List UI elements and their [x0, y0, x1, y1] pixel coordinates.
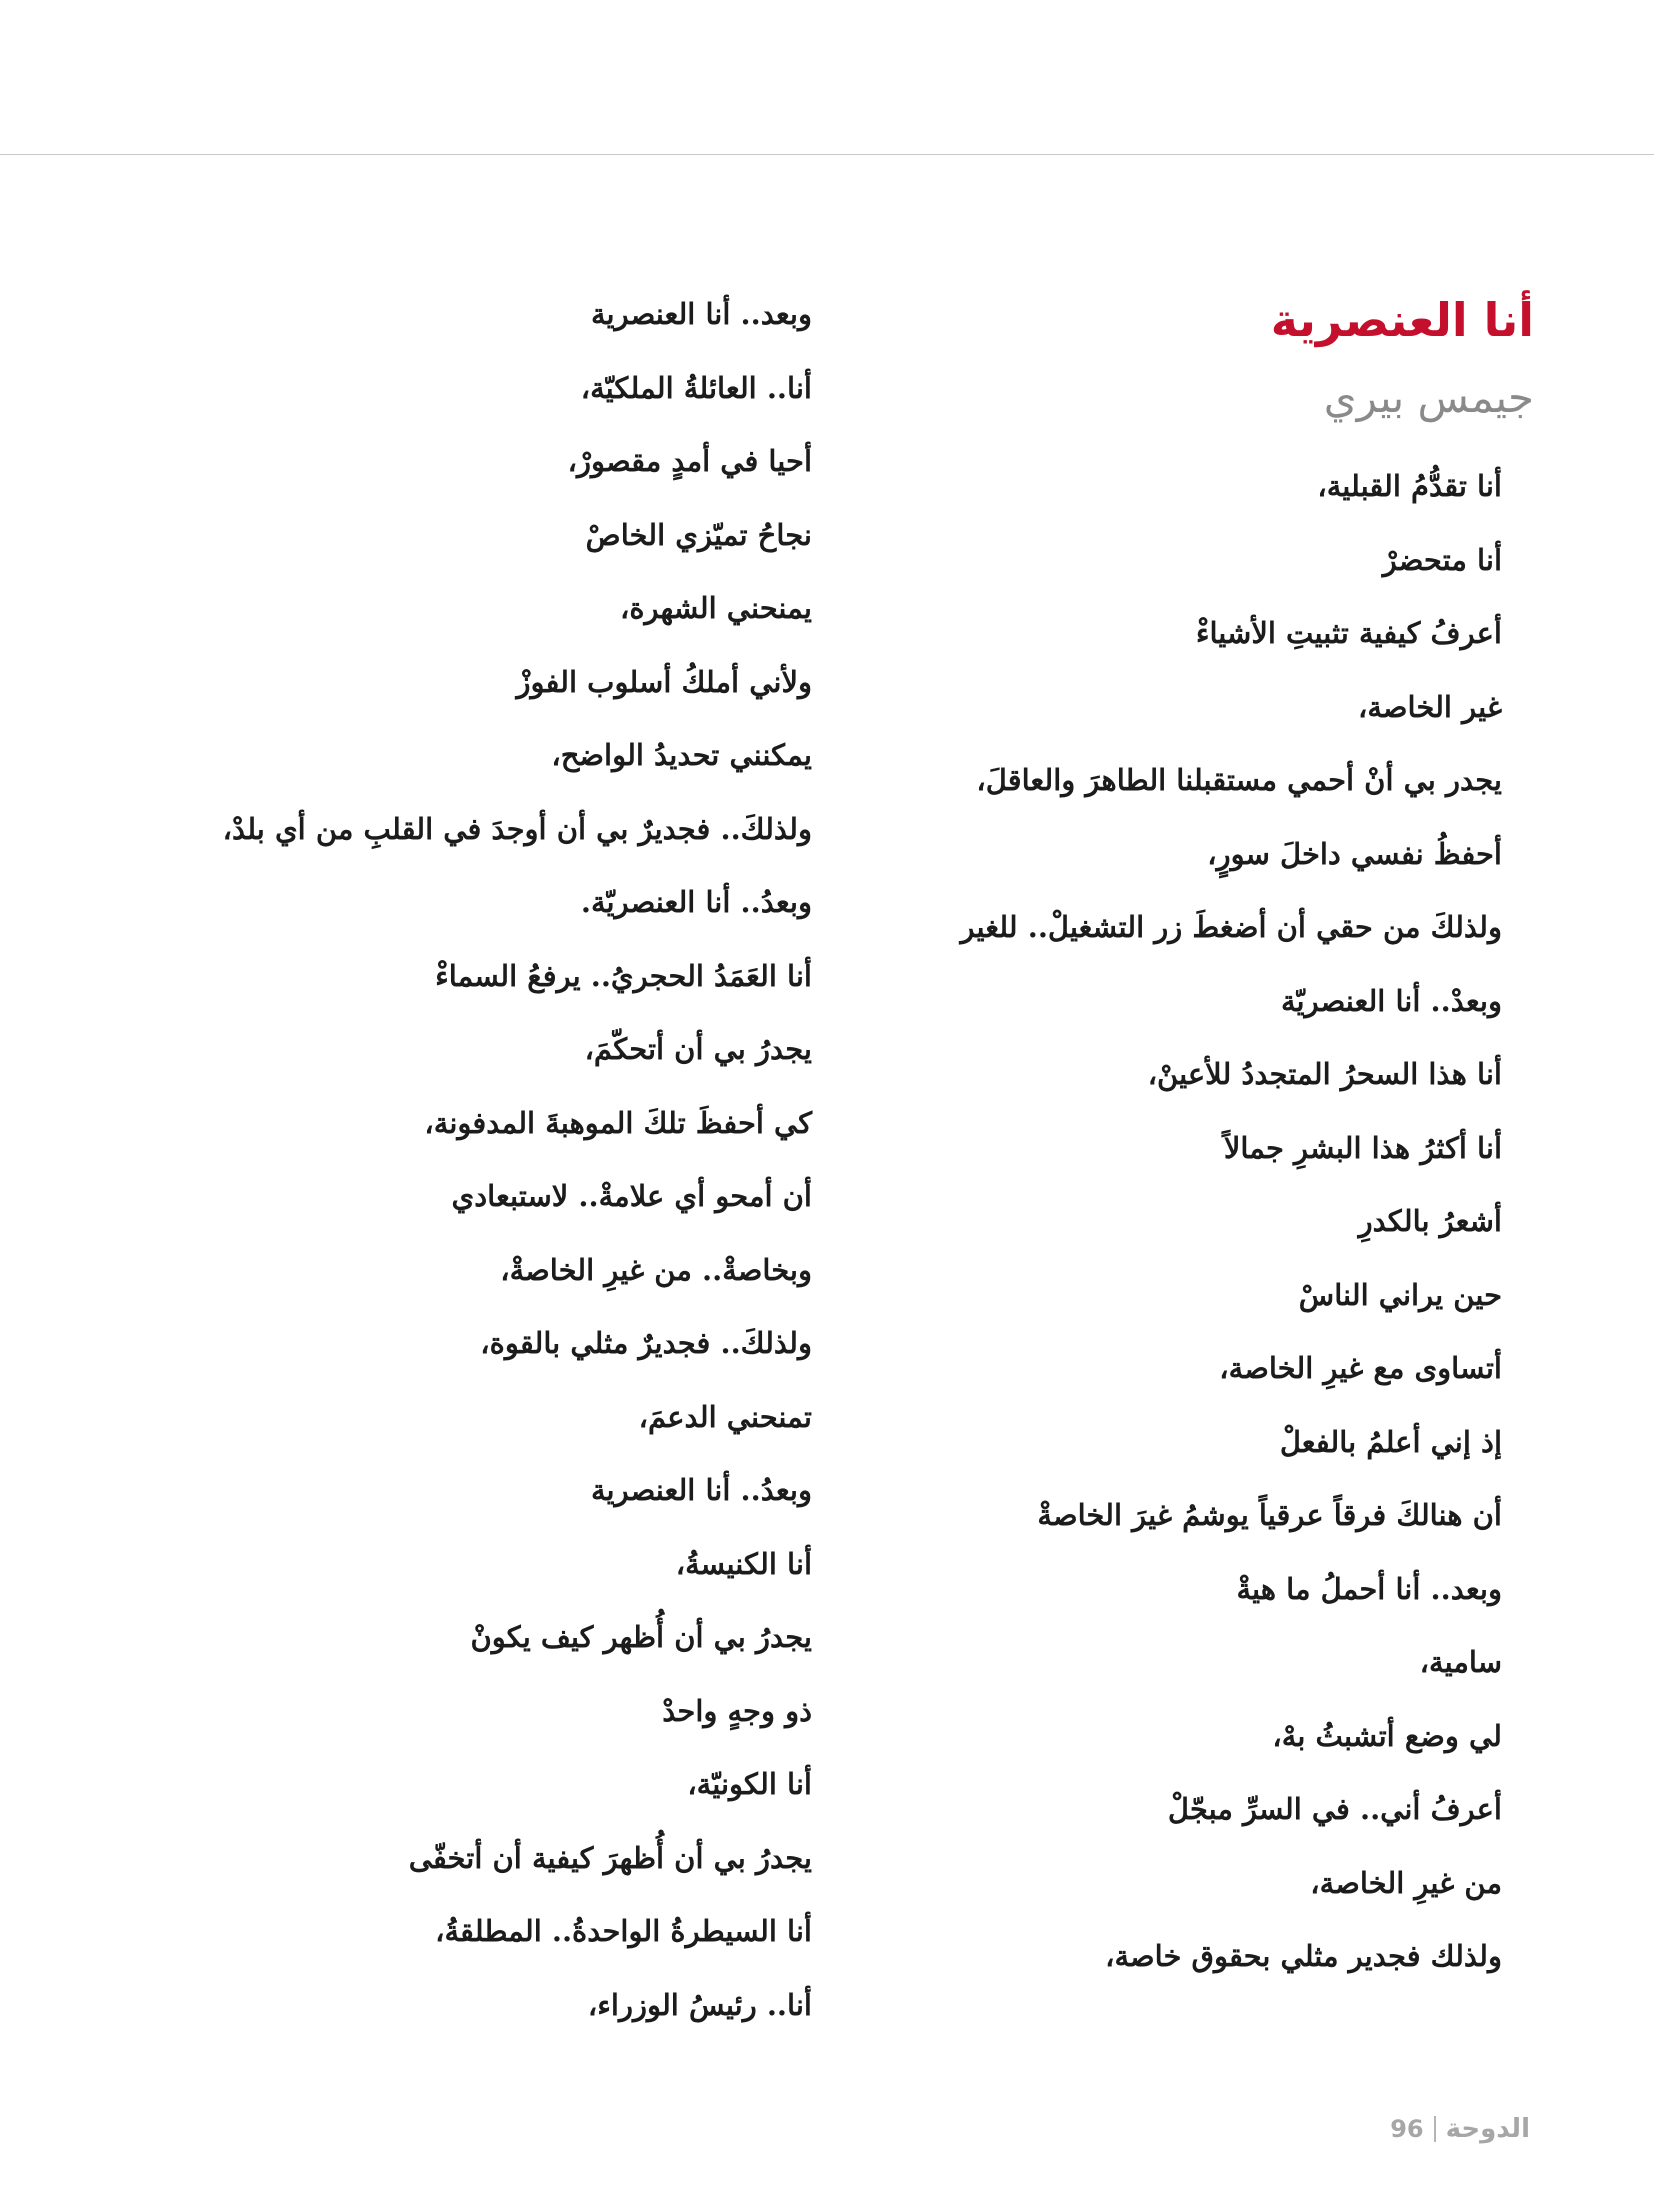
poem-line: من غيرِ الخاصة،: [1310, 1865, 1502, 1900]
poem-line: وبعد.. أنا أحملُ ما هيةْ: [1236, 1571, 1502, 1606]
poem-line: وبعدُ.. أنا العنصريّة.: [580, 885, 812, 919]
poem-line: أنا العَمَدُ الحجريُ.. يرفعُ السماءْ: [435, 958, 812, 993]
poem-line: لي وضع أتشبثُ بهْ،: [1272, 1718, 1502, 1753]
poem-line: أحيا في أمدٍ مقصورْ،: [567, 444, 812, 478]
poem-line: ولذلكَ من حقي أن أضغطَ زر التشغيلْ.. للغير: [960, 910, 1502, 944]
poem-line: أنا هذا السحرُ المتجددُ للأعينْ،: [1147, 1057, 1502, 1091]
poem-line: يجدرُ بي أن أُظهر كيف يكونْ: [470, 1620, 812, 1654]
poem-line: كي أحفظَ تلكَ الموهبةَ المدفونة،: [424, 1105, 812, 1140]
poem-line: يمكنني تحديدُ الواضح،: [551, 738, 812, 772]
poem-line: أنا.. العائلةُ الملكيّة،: [580, 370, 812, 405]
poem-line: يجدر بي أنْ أحمي مستقبلنا الطاهرَ والعاقلَ،: [976, 763, 1502, 797]
footer-divider: [1434, 2116, 1436, 2142]
poem-column-left: [92, 278, 812, 2042]
poem-author: جيمس بيري: [1323, 373, 1534, 422]
poem-line: وبخاصةْ.. من غيرِ الخاصةْ،: [500, 1252, 812, 1287]
poem-line: ولذلكَ.. فجديرٌ بي أن أوجدَ في القلبِ من أي بلدْ،: [222, 811, 812, 846]
poem-line: أعرفُ أني.. في السرِّ مبجّلْ: [1167, 1792, 1502, 1826]
poem-line: غير الخاصة،: [1358, 689, 1502, 724]
poem-line: وبعدُ.. أنا العنصرية: [590, 1473, 812, 1507]
magazine-logo: الدوحة: [1445, 2114, 1530, 2144]
poem-line: ذو وجهٍ واحدْ: [662, 1693, 812, 1728]
poem-line: تمنحني الدعمَ،: [638, 1399, 812, 1434]
poem-line: يجدرُ بي أن أُظهرَ كيفية أن أتخفّى: [408, 1840, 812, 1875]
page-footer: [1390, 2112, 1530, 2146]
poem-title: أنا العنصرية: [1270, 293, 1534, 347]
poem-line: أنا متحضرْ: [1382, 542, 1502, 577]
poem-line: أنا أكثرُ هذا البشرِ جمالاً: [1223, 1130, 1502, 1165]
poem-line: أنا الكنيسةُ،: [675, 1546, 812, 1581]
poem-line: يجدرُ بي أن أتحكّمَ،: [584, 1032, 812, 1066]
poem-line: أنا السيطرةُ الواحدةُ.. المطلقةُ،: [435, 1914, 812, 1948]
poem-line: وبعدْ.. أنا العنصريّة: [1280, 983, 1502, 1018]
poem-line: نجاحُ تميّزي الخاصْ: [585, 517, 812, 552]
poem-line: أتساوى مع غيرِ الخاصة،: [1219, 1351, 1502, 1385]
poem-line: ولذلك فجدير مثلي بحقوق خاصة،: [1105, 1939, 1502, 1973]
header-rule: [0, 154, 1654, 155]
poem-line: أشعرُ بالكدرِ: [1358, 1204, 1502, 1238]
poem-line: أن هنالكَ فرقاً عرقياً يوشمُ غيرَ الخاصةْ: [1037, 1498, 1502, 1532]
poem-line: ولذلكَ.. فجديرٌ مثلي بالقوة،: [480, 1326, 812, 1360]
poem-line: أحفظُ نفسي داخلَ سورٍ،: [1207, 836, 1502, 871]
poem-line: أنا تقدُّمُ القبلية،: [1317, 469, 1502, 503]
poem-line: أن أمحو أي علامةْ.. لاستبعادي: [451, 1179, 812, 1213]
poem-line: سامية،: [1419, 1645, 1502, 1679]
poem-column-right: [960, 450, 1502, 1994]
poem-line: وبعد.. أنا العنصرية: [590, 297, 812, 331]
poem-line: أنا الكونيّة،: [687, 1767, 812, 1801]
poem-line: ولأني أملكُ أسلوب الفوزْ: [516, 664, 812, 699]
poem-line: إذ إني أعلمُ بالفعلْ: [1279, 1424, 1502, 1459]
poem-line: أنا.. رئيسُ الوزراء،: [587, 1987, 812, 2022]
poem-line: أعرفُ كيفية تثبيتِ الأشياءْ: [1195, 616, 1502, 650]
poem-line: يمنحني الشهرة،: [619, 591, 812, 625]
page-number: 96: [1390, 2115, 1424, 2143]
poem-line: حين يراني الناسْ: [1298, 1277, 1502, 1312]
